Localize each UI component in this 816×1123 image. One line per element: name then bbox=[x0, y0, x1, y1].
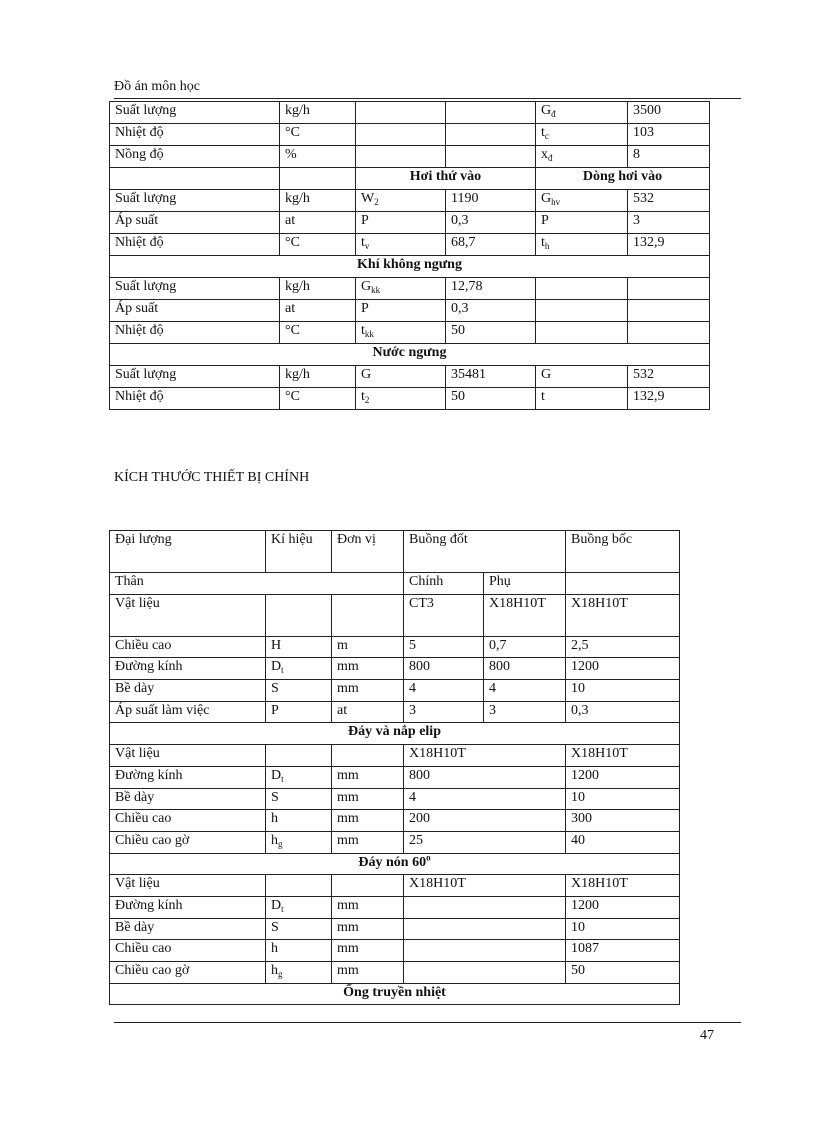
table-row bbox=[110, 810, 680, 832]
cell-value: 10 bbox=[566, 680, 680, 702]
header-ki-hieu: Kí hiệu bbox=[266, 531, 332, 573]
cell-quantity: Nhiệt độ bbox=[110, 124, 280, 146]
table-row bbox=[110, 234, 710, 256]
table-row bbox=[110, 344, 710, 366]
table-header-row bbox=[110, 531, 680, 573]
cell-value: 1200 bbox=[566, 896, 680, 918]
cell-unit: mm bbox=[332, 658, 404, 680]
cell-unit: °C bbox=[280, 234, 356, 256]
cell-value: 1190 bbox=[446, 190, 536, 212]
table-row bbox=[110, 658, 680, 680]
cell-symbol: $t_2$ bbox=[356, 388, 446, 410]
cell-quantity: Nhiệt độ bbox=[110, 388, 280, 410]
cell-symbol: $h_g$ bbox=[266, 962, 332, 984]
cell-quantity: Chiều cao gờ bbox=[110, 962, 266, 984]
page-number: 47 bbox=[700, 1028, 714, 1043]
cell-value bbox=[446, 102, 536, 124]
cell-quantity: Áp suất bbox=[110, 300, 280, 322]
header-don-vi: Đơn vị bbox=[332, 531, 404, 573]
cell-value: 10 bbox=[566, 788, 680, 810]
cell-value: 532 bbox=[628, 366, 710, 388]
cell-unit: mm bbox=[332, 962, 404, 984]
table-row bbox=[110, 212, 710, 234]
cell-symbol: S bbox=[266, 788, 332, 810]
footer-divider bbox=[114, 1022, 741, 1023]
table-row bbox=[110, 573, 680, 595]
cell-quantity: Áp suất làm việc bbox=[110, 701, 266, 723]
header-divider bbox=[114, 98, 741, 99]
cell-quantity: Vật liệu bbox=[110, 594, 266, 636]
table-row bbox=[110, 745, 680, 767]
cell-symbol: P bbox=[536, 212, 628, 234]
cell-symbol: G bbox=[356, 366, 446, 388]
cell-quantity: Suất lượng bbox=[110, 102, 280, 124]
stream-parameters-table bbox=[109, 101, 710, 410]
cell-unit: °C bbox=[280, 124, 356, 146]
cell-symbol bbox=[356, 124, 446, 146]
cell-symbol: $G_đ$ bbox=[536, 102, 628, 124]
cell-unit: mm bbox=[332, 918, 404, 940]
cell-symbol: $x_đ$ bbox=[536, 146, 628, 168]
cell-empty bbox=[110, 168, 280, 190]
cell-symbol: $t_c$ bbox=[536, 124, 628, 146]
cell-quantity: Vật liệu bbox=[110, 745, 266, 767]
cell-empty bbox=[536, 322, 628, 344]
cell-value bbox=[404, 896, 566, 918]
table-row bbox=[110, 875, 680, 897]
cell-symbol: $D_t$ bbox=[266, 658, 332, 680]
cell-value: 50 bbox=[566, 962, 680, 984]
cell-value: 3 bbox=[404, 701, 484, 723]
cell-value: 103 bbox=[628, 124, 710, 146]
cell-value: 132,9 bbox=[628, 388, 710, 410]
cell-unit: at bbox=[280, 300, 356, 322]
cell-value: 0,3 bbox=[446, 300, 536, 322]
cell-value: X18H10T bbox=[484, 594, 566, 636]
cell-unit: kg/h bbox=[280, 102, 356, 124]
cell-value: 3500 bbox=[628, 102, 710, 124]
cell-value: 532 bbox=[628, 190, 710, 212]
cell-quantity: Đường kính bbox=[110, 766, 266, 788]
cell-quantity: Chiều cao bbox=[110, 810, 266, 832]
cell-unit: kg/h bbox=[280, 366, 356, 388]
cell-empty bbox=[628, 278, 710, 300]
cell-unit: m bbox=[332, 636, 404, 658]
cell-quantity: Suất lượng bbox=[110, 190, 280, 212]
cell-value: X18H10T bbox=[566, 875, 680, 897]
cell-unit: mm bbox=[332, 680, 404, 702]
cell-quantity: Nhiệt độ bbox=[110, 234, 280, 256]
cell-empty bbox=[536, 300, 628, 322]
cell-value: 25 bbox=[404, 831, 566, 853]
cell-quantity: Bề dày bbox=[110, 788, 266, 810]
cell-unit: % bbox=[280, 146, 356, 168]
cell-symbol: G bbox=[536, 366, 628, 388]
cell-empty bbox=[566, 573, 680, 595]
section-heading-khi-khong-ngung: Khí không ngưng bbox=[110, 256, 710, 278]
cell-value: 0,7 bbox=[484, 636, 566, 658]
section-heading-day-non: Đáy nón 60$^o$ bbox=[110, 853, 680, 875]
cell-value: 50 bbox=[446, 388, 536, 410]
table-row bbox=[110, 366, 710, 388]
cell-quantity: Bề dày bbox=[110, 680, 266, 702]
table-row bbox=[110, 124, 710, 146]
table-row bbox=[110, 190, 710, 212]
cell-value: 200 bbox=[404, 810, 566, 832]
cell-value: 0,3 bbox=[566, 701, 680, 723]
cell-quantity: Suất lượng bbox=[110, 278, 280, 300]
cell-unit: mm bbox=[332, 766, 404, 788]
cell-symbol: P bbox=[356, 300, 446, 322]
cell-value: 4 bbox=[404, 680, 484, 702]
cell-value: 50 bbox=[446, 322, 536, 344]
cell-symbol: P bbox=[266, 701, 332, 723]
cell-value: CT3 bbox=[404, 594, 484, 636]
cell-symbol: S bbox=[266, 680, 332, 702]
cell-symbol bbox=[356, 102, 446, 124]
cell-value bbox=[404, 940, 566, 962]
cell-value: 40 bbox=[566, 831, 680, 853]
cell-value: 3 bbox=[484, 701, 566, 723]
document-header-title: Đồ án môn học bbox=[114, 79, 200, 94]
table-row bbox=[110, 962, 680, 984]
cell-quantity: Chiều cao bbox=[110, 636, 266, 658]
cell-value: X18H10T bbox=[566, 745, 680, 767]
cell-empty bbox=[536, 278, 628, 300]
cell-value bbox=[404, 962, 566, 984]
cell-quantity: Chiều cao bbox=[110, 940, 266, 962]
table-row bbox=[110, 940, 680, 962]
cell-value: 35481 bbox=[446, 366, 536, 388]
cell-symbol bbox=[356, 146, 446, 168]
cell-symbol: S bbox=[266, 918, 332, 940]
cell-value: 800 bbox=[404, 658, 484, 680]
cell-quantity: Bề dày bbox=[110, 918, 266, 940]
cell-unit bbox=[332, 875, 404, 897]
cell-unit: °C bbox=[280, 322, 356, 344]
cell-value bbox=[446, 146, 536, 168]
table-row bbox=[110, 102, 710, 124]
table-row bbox=[110, 983, 680, 1005]
table-row bbox=[110, 322, 710, 344]
cell-value: 8 bbox=[628, 146, 710, 168]
cell-unit: kg/h bbox=[280, 190, 356, 212]
cell-symbol: $t_h$ bbox=[536, 234, 628, 256]
cell-value: X18H10T bbox=[404, 875, 566, 897]
cell-unit: mm bbox=[332, 810, 404, 832]
cell-than: Thân bbox=[110, 573, 404, 595]
cell-symbol: h bbox=[266, 940, 332, 962]
cell-value: 1087 bbox=[566, 940, 680, 962]
section-heading-ong-truyen-nhiet: Ống truyền nhiệt bbox=[110, 983, 680, 1005]
cell-value: 1200 bbox=[566, 658, 680, 680]
cell-value: 12,78 bbox=[446, 278, 536, 300]
cell-value: 800 bbox=[484, 658, 566, 680]
cell-symbol: $G_{kk}$ bbox=[356, 278, 446, 300]
cell-value: 300 bbox=[566, 810, 680, 832]
cell-symbol: $t_{kk}$ bbox=[356, 322, 446, 344]
table-row bbox=[110, 831, 680, 853]
table-row bbox=[110, 766, 680, 788]
cell-quantity: Suất lượng bbox=[110, 366, 280, 388]
table-row bbox=[110, 918, 680, 940]
cell-unit: °C bbox=[280, 388, 356, 410]
cell-value: 0,3 bbox=[446, 212, 536, 234]
header-dai-luong: Đại lượng bbox=[110, 531, 266, 573]
table-row bbox=[110, 788, 680, 810]
cell-quantity: Nồng độ bbox=[110, 146, 280, 168]
cell-unit: at bbox=[332, 701, 404, 723]
cell-symbol: H bbox=[266, 636, 332, 658]
header-buong-boc: Buồng bốc bbox=[566, 531, 680, 573]
cell-value: 10 bbox=[566, 918, 680, 940]
cell-symbol bbox=[266, 875, 332, 897]
cell-empty bbox=[628, 322, 710, 344]
cell-symbol: $D_t$ bbox=[266, 766, 332, 788]
cell-value: 68,7 bbox=[446, 234, 536, 256]
cell-empty bbox=[628, 300, 710, 322]
cell-unit bbox=[332, 594, 404, 636]
table-row bbox=[110, 388, 710, 410]
table-row bbox=[110, 701, 680, 723]
cell-quantity: Đường kính bbox=[110, 658, 266, 680]
header-buong-dot: Buồng đốt bbox=[404, 531, 566, 573]
cell-empty bbox=[280, 168, 356, 190]
cell-value bbox=[404, 918, 566, 940]
table-row bbox=[110, 300, 710, 322]
cell-value: 5 bbox=[404, 636, 484, 658]
cell-value bbox=[446, 124, 536, 146]
table-row bbox=[110, 146, 710, 168]
table-row bbox=[110, 680, 680, 702]
section-heading-nuoc-ngung: Nước ngưng bbox=[110, 344, 710, 366]
cell-unit: mm bbox=[332, 788, 404, 810]
cell-symbol: $t_v$ bbox=[356, 234, 446, 256]
cell-value: 800 bbox=[404, 766, 566, 788]
table-row bbox=[110, 853, 680, 875]
table-row bbox=[110, 723, 680, 745]
cell-value: 4 bbox=[404, 788, 566, 810]
cell-symbol bbox=[266, 594, 332, 636]
cell-unit: mm bbox=[332, 831, 404, 853]
cell-value: X18H10T bbox=[566, 594, 680, 636]
table-row bbox=[110, 636, 680, 658]
table-row bbox=[110, 594, 680, 636]
table-row bbox=[110, 896, 680, 918]
table-row bbox=[110, 278, 710, 300]
table-row bbox=[110, 256, 710, 278]
cell-quantity: Đường kính bbox=[110, 896, 266, 918]
cell-quantity: Áp suất bbox=[110, 212, 280, 234]
cell-value: 2,5 bbox=[566, 636, 680, 658]
equipment-dimensions-table bbox=[109, 530, 680, 1005]
cell-value: 4 bbox=[484, 680, 566, 702]
cell-value: 132,9 bbox=[628, 234, 710, 256]
cell-value: 3 bbox=[628, 212, 710, 234]
cell-unit: kg/h bbox=[280, 278, 356, 300]
cell-value: 1200 bbox=[566, 766, 680, 788]
cell-symbol: h bbox=[266, 810, 332, 832]
cell-quantity: Chiều cao gờ bbox=[110, 831, 266, 853]
cell-symbol: $D_t$ bbox=[266, 896, 332, 918]
section-title: KÍCH THƯỚC THIẾT BỊ CHÍNH bbox=[114, 470, 310, 485]
cell-symbol bbox=[266, 745, 332, 767]
cell-symbol: $G_{hv}$ bbox=[536, 190, 628, 212]
cell-unit bbox=[332, 745, 404, 767]
cell-phu: Phụ bbox=[484, 573, 566, 595]
table-row bbox=[110, 168, 710, 190]
cell-quantity: Nhiệt độ bbox=[110, 322, 280, 344]
cell-unit: at bbox=[280, 212, 356, 234]
section-heading-day-nap-elip: Đáy và nắp elip bbox=[110, 723, 680, 745]
cell-unit: mm bbox=[332, 940, 404, 962]
cell-symbol: $h_g$ bbox=[266, 831, 332, 853]
cell-symbol: t bbox=[536, 388, 628, 410]
cell-value: X18H10T bbox=[404, 745, 566, 767]
cell-symbol: P bbox=[356, 212, 446, 234]
cell-symbol: $W_2$ bbox=[356, 190, 446, 212]
cell-chinh: Chính bbox=[404, 573, 484, 595]
cell-unit: mm bbox=[332, 896, 404, 918]
section-heading-hoi-thu-vao: Hơi thứ vào bbox=[356, 168, 536, 190]
cell-quantity: Vật liệu bbox=[110, 875, 266, 897]
section-heading-dong-hoi-vao: Dòng hơi vào bbox=[536, 168, 710, 190]
